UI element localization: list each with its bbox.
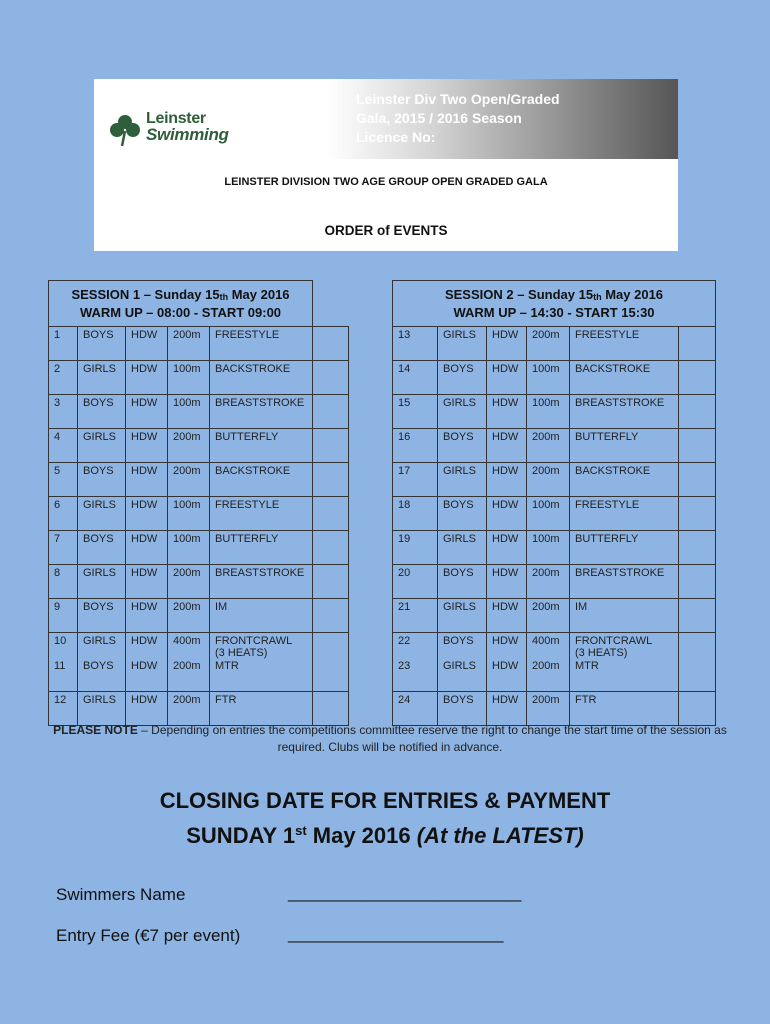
table-row bbox=[49, 565, 349, 599]
session-2-title: SESSION 2 – Sunday 15 bbox=[444, 286, 594, 302]
event-number: 16 bbox=[393, 429, 438, 463]
event-grade: HDW bbox=[126, 497, 168, 531]
blank-cell bbox=[679, 361, 716, 395]
event-grade: HDW bbox=[126, 395, 168, 429]
table-row bbox=[49, 327, 349, 361]
event-distance bbox=[168, 633, 210, 692]
ordinal-suffix: st bbox=[295, 823, 307, 838]
logo-line-1: Leinster bbox=[146, 110, 206, 127]
event-grade: HDW bbox=[126, 327, 168, 361]
event-grade: HDW bbox=[487, 531, 527, 565]
event-number: 15 bbox=[393, 395, 438, 429]
gala-subtitle: LEINSTER DIVISION TWO AGE GROUP OPEN GRADED GALA bbox=[224, 176, 548, 188]
blank-cell bbox=[679, 327, 716, 361]
session-1-month: May 2016 bbox=[228, 286, 290, 302]
event-stroke-group bbox=[570, 633, 678, 660]
table-row bbox=[49, 429, 349, 463]
header-image bbox=[94, 79, 678, 251]
event-distance: 200m bbox=[168, 565, 210, 599]
event-grade: HDW bbox=[492, 635, 519, 647]
event-distance: 100m bbox=[527, 395, 570, 429]
table-row bbox=[393, 327, 716, 361]
blank-cell bbox=[679, 497, 716, 531]
event-distance: 200m bbox=[527, 429, 570, 463]
blank-cell bbox=[679, 429, 716, 463]
event-gender: BOYS bbox=[438, 692, 487, 726]
event-number: 24 bbox=[393, 692, 438, 726]
blank-cell bbox=[313, 281, 349, 327]
event-stroke: BREASTSTROKE bbox=[570, 565, 679, 599]
event-number: 1 bbox=[49, 327, 78, 361]
event-grade bbox=[487, 633, 527, 692]
event-grade: HDW bbox=[487, 429, 527, 463]
event-stroke-group bbox=[210, 633, 312, 660]
blank-cell bbox=[679, 599, 716, 633]
session-1-heading bbox=[49, 281, 313, 327]
event-gender: GIRLS bbox=[438, 395, 487, 429]
session-1-table bbox=[48, 280, 349, 726]
event-note: (3 HEATS) bbox=[215, 647, 268, 659]
table-row bbox=[49, 463, 349, 497]
event-number: 10 bbox=[54, 635, 67, 647]
closing-date bbox=[0, 786, 770, 851]
event-distance: 200m bbox=[527, 463, 570, 497]
event-gender: GIRLS bbox=[78, 692, 126, 726]
logo-line-2: Swimming bbox=[146, 125, 229, 144]
event-grade: HDW bbox=[487, 463, 527, 497]
event-gender: BOYS bbox=[438, 497, 487, 531]
event-grade: HDW bbox=[487, 565, 527, 599]
event-gender: GIRLS bbox=[438, 531, 487, 565]
table-row bbox=[393, 395, 716, 429]
event-distance: 200m bbox=[527, 565, 570, 599]
event-number: 9 bbox=[49, 599, 78, 633]
table-row bbox=[49, 497, 349, 531]
event-gender: BOYS bbox=[78, 463, 126, 497]
event-stroke: BUTTERFLY bbox=[570, 429, 679, 463]
closing-line-2 bbox=[0, 816, 770, 851]
closing-emphasis: (At the LATEST) bbox=[416, 823, 584, 848]
table-row bbox=[393, 463, 716, 497]
event-gender: GIRLS bbox=[83, 635, 117, 647]
event-stroke: FREESTYLE bbox=[210, 327, 313, 361]
event-gender: GIRLS bbox=[438, 327, 487, 361]
event-distance: 200m bbox=[168, 463, 210, 497]
event-grade: HDW bbox=[487, 327, 527, 361]
please-note bbox=[40, 722, 740, 756]
event-grade: HDW bbox=[487, 361, 527, 395]
blank-cell bbox=[679, 692, 716, 726]
event-stroke: BUTTERFLY bbox=[210, 429, 313, 463]
blank-cell bbox=[313, 327, 349, 361]
header-title-line: Leinster Div Two Open/Graded bbox=[356, 91, 560, 107]
event-distance: 200m bbox=[168, 327, 210, 361]
event-grade: HDW bbox=[487, 497, 527, 531]
event-number: 11 bbox=[54, 660, 66, 672]
event-note: (3 HEATS) bbox=[575, 647, 628, 659]
event-grade bbox=[126, 633, 168, 692]
event-gender: GIRLS bbox=[438, 463, 487, 497]
event-number: 2 bbox=[49, 361, 78, 395]
event-distance: 200m bbox=[532, 660, 560, 672]
event-number: 5 bbox=[49, 463, 78, 497]
table-row bbox=[393, 692, 716, 726]
event-distance: 100m bbox=[527, 497, 570, 531]
session-2-heading bbox=[393, 281, 716, 327]
session-2-month: May 2016 bbox=[601, 286, 664, 302]
event-number: 6 bbox=[49, 497, 78, 531]
event-stroke: FTR bbox=[210, 692, 313, 726]
blank-cell bbox=[313, 692, 349, 726]
event-number: 18 bbox=[393, 497, 438, 531]
event-stroke: MTR bbox=[215, 660, 239, 672]
event-stroke: IM bbox=[570, 599, 679, 633]
order-of-events-title: ORDER of EVENTS bbox=[324, 223, 448, 238]
event-number: 4 bbox=[49, 429, 78, 463]
event-distance: 100m bbox=[527, 531, 570, 565]
event-number: 20 bbox=[393, 565, 438, 599]
event-distance: 200m bbox=[527, 692, 570, 726]
event-distance: 200m bbox=[168, 429, 210, 463]
event-stroke: FREESTYLE bbox=[570, 497, 679, 531]
event-grade: HDW bbox=[126, 531, 168, 565]
event-gender: BOYS bbox=[438, 429, 487, 463]
swimmers-name-label: Swimmers Name bbox=[56, 885, 186, 904]
table-row bbox=[393, 633, 716, 692]
table-row bbox=[49, 531, 349, 565]
event-gender: BOYS bbox=[438, 565, 487, 599]
blank-cell bbox=[313, 395, 349, 429]
session-1-times: WARM UP – 08:00 - START 09:00 bbox=[79, 304, 282, 320]
event-grade: HDW bbox=[126, 565, 168, 599]
event-number: 23 bbox=[398, 660, 411, 672]
event-distance: 100m bbox=[168, 395, 210, 429]
event-distance: 100m bbox=[168, 361, 210, 395]
blank-cell bbox=[679, 395, 716, 429]
event-number bbox=[49, 633, 78, 692]
event-gender: GIRLS bbox=[78, 429, 126, 463]
event-number: 17 bbox=[393, 463, 438, 497]
shamrock-icon bbox=[108, 113, 142, 147]
event-number: 21 bbox=[393, 599, 438, 633]
event-number: 3 bbox=[49, 395, 78, 429]
event-grade: HDW bbox=[126, 599, 168, 633]
event-stroke bbox=[210, 633, 313, 692]
event-distance: 200m bbox=[168, 692, 210, 726]
event-grade: HDW bbox=[131, 660, 158, 672]
session-1-title: SESSION 1 – Sunday 15 bbox=[71, 286, 220, 302]
table-row bbox=[393, 565, 716, 599]
event-stroke: BACKSTROKE bbox=[570, 463, 679, 497]
entry-fee-label: Entry Fee (€7 per event) bbox=[56, 926, 241, 945]
blank-cell bbox=[679, 633, 716, 692]
event-stroke: FRONTCRAWL bbox=[575, 635, 653, 647]
event-stroke: BACKSTROKE bbox=[210, 463, 313, 497]
blank-cell bbox=[313, 497, 349, 531]
event-number: 22 bbox=[398, 635, 411, 647]
table-row bbox=[393, 429, 716, 463]
blank-cell bbox=[313, 599, 349, 633]
blank-cell bbox=[313, 429, 349, 463]
event-number bbox=[393, 633, 438, 692]
event-distance bbox=[527, 633, 570, 692]
blank-cell bbox=[313, 531, 349, 565]
event-grade: HDW bbox=[492, 660, 519, 672]
blank-cell bbox=[679, 531, 716, 565]
event-gender: BOYS bbox=[83, 660, 114, 672]
note-label: PLEASE NOTE bbox=[53, 723, 138, 737]
event-stroke: BREASTSTROKE bbox=[570, 395, 679, 429]
blank-cell bbox=[679, 463, 716, 497]
event-gender: BOYS bbox=[78, 327, 126, 361]
blank-cell bbox=[313, 633, 349, 692]
event-gender: GIRLS bbox=[78, 497, 126, 531]
event-grade: HDW bbox=[487, 599, 527, 633]
closing-line-1: CLOSING DATE FOR ENTRIES & PAYMENT bbox=[159, 788, 611, 813]
event-gender bbox=[78, 633, 126, 692]
event-number: 13 bbox=[393, 327, 438, 361]
event-gender: BOYS bbox=[78, 395, 126, 429]
event-distance: 400m bbox=[173, 635, 201, 647]
event-distance: 200m bbox=[168, 599, 210, 633]
table-row bbox=[393, 361, 716, 395]
event-grade: HDW bbox=[487, 692, 527, 726]
event-grade: HDW bbox=[126, 692, 168, 726]
event-grade: HDW bbox=[131, 635, 158, 647]
event-stroke: BACKSTROKE bbox=[210, 361, 313, 395]
event-number: 12 bbox=[49, 692, 78, 726]
leinster-swimming-logo bbox=[108, 111, 248, 151]
event-gender: GIRLS bbox=[443, 660, 477, 672]
event-stroke: BACKSTROKE bbox=[570, 361, 679, 395]
event-distance: 400m bbox=[532, 635, 560, 647]
event-gender: GIRLS bbox=[78, 361, 126, 395]
blank-cell bbox=[313, 361, 349, 395]
closing-day: SUNDAY 1 bbox=[186, 823, 296, 848]
event-number: 7 bbox=[49, 531, 78, 565]
event-grade: HDW bbox=[126, 463, 168, 497]
event-gender bbox=[438, 633, 487, 692]
blank-cell bbox=[679, 565, 716, 599]
table-row bbox=[49, 633, 349, 692]
session-2-times: WARM UP – 14:30 - START 15:30 bbox=[453, 304, 655, 320]
event-distance: 100m bbox=[168, 531, 210, 565]
table-row bbox=[49, 692, 349, 726]
event-number: 14 bbox=[393, 361, 438, 395]
blank-cell bbox=[313, 463, 349, 497]
event-gender: GIRLS bbox=[78, 565, 126, 599]
event-gender: BOYS bbox=[78, 599, 126, 633]
event-stroke: FREESTYLE bbox=[570, 327, 679, 361]
event-gender: GIRLS bbox=[438, 599, 487, 633]
closing-month: May 2016 bbox=[306, 823, 417, 848]
table-row bbox=[49, 361, 349, 395]
event-distance: 200m bbox=[527, 599, 570, 633]
header-title bbox=[356, 90, 560, 147]
table-row bbox=[49, 599, 349, 633]
ordinal-suffix: th bbox=[593, 291, 602, 302]
event-gender: BOYS bbox=[443, 635, 474, 647]
event-distance: 100m bbox=[527, 361, 570, 395]
event-gender: BOYS bbox=[438, 361, 487, 395]
event-stroke: FTR bbox=[570, 692, 679, 726]
event-stroke: MTR bbox=[575, 660, 599, 672]
blank-cell bbox=[313, 565, 349, 599]
event-stroke: BREASTSTROKE bbox=[210, 565, 313, 599]
event-gender: BOYS bbox=[78, 531, 126, 565]
entry-fee-field[interactable]: ________________________ bbox=[288, 924, 503, 943]
event-stroke: BREASTSTROKE bbox=[210, 395, 313, 429]
event-distance: 200m bbox=[527, 327, 570, 361]
ordinal-suffix: th bbox=[219, 291, 229, 302]
event-number: 19 bbox=[393, 531, 438, 565]
header-title-line: Gala, 2015 / 2016 Season bbox=[356, 110, 522, 126]
note-text: – Depending on entries the competitions committee reserve the right to change the start time of the session as required. Clubs will be notified in advance. bbox=[137, 723, 727, 754]
event-distance: 200m bbox=[173, 660, 201, 672]
event-stroke: FRONTCRAWL bbox=[215, 635, 293, 647]
event-stroke: BUTTERFLY bbox=[570, 531, 679, 565]
event-stroke: BUTTERFLY bbox=[210, 531, 313, 565]
session-1-body bbox=[49, 327, 349, 726]
event-number: 8 bbox=[49, 565, 78, 599]
event-stroke: IM bbox=[210, 599, 313, 633]
session-2-body bbox=[393, 327, 716, 726]
session-2-table bbox=[392, 280, 716, 726]
header-title-line: Licence No: bbox=[356, 129, 436, 145]
table-row bbox=[49, 395, 349, 429]
event-grade: HDW bbox=[126, 361, 168, 395]
table-row bbox=[393, 531, 716, 565]
event-grade: HDW bbox=[126, 429, 168, 463]
event-distance: 100m bbox=[168, 497, 210, 531]
table-row bbox=[393, 497, 716, 531]
table-row bbox=[393, 599, 716, 633]
event-stroke bbox=[570, 633, 679, 692]
event-stroke: FREESTYLE bbox=[210, 497, 313, 531]
swimmers-name-field[interactable]: __________________________ bbox=[288, 883, 521, 902]
event-grade: HDW bbox=[487, 395, 527, 429]
